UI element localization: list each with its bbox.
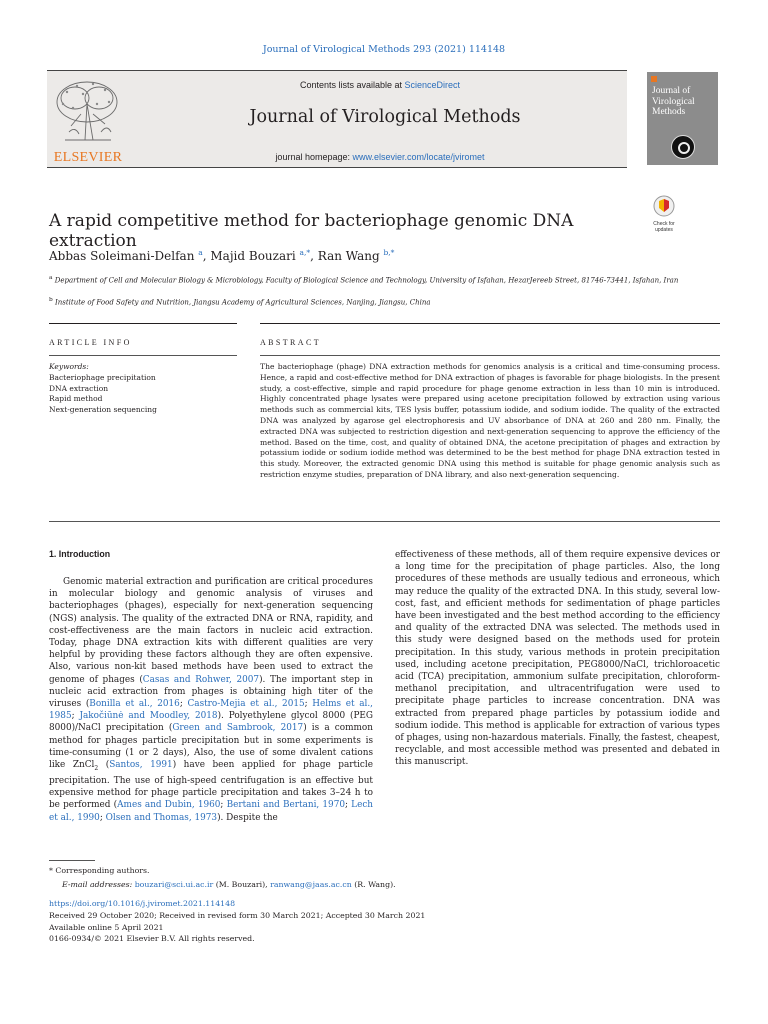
body-text: ) have been applied for phage particle precipitation. The use of high-speed centrifugation is an effective but expensive method for phage particle precipitation and takes 3–24 h to be performed ( — [49, 760, 373, 811]
body-text: ; — [71, 711, 80, 722]
body-text: ; — [179, 699, 188, 710]
footnote-divider — [49, 860, 95, 861]
journal-title: Journal of Virological Methods — [249, 107, 521, 127]
abstract-text: The bacteriophage (phage) DNA extraction methods for genomics analysis is a critical and time-consuming process. Hence, a rapid and cost-effective method for DNA extraction of phages is favorable for phage biologists. In the present study, a cost-effective, simple and rapid procedure for phage genome extraction in less than 10 min is introduced. Highly concentrated phage lysates were prepared using acetone precipitation followed by extraction using various methods such as commercial kits, TES lysis buffer, potassium iodide, and sodium iodide. The quality of the extracted DNA was analyzed by agarose gel electrophoresis and UV absorbance of DNA at 260 and 280 nm. Finally, the extracted DNA was subjected to restriction digestion and next-generation sequencing to approve the efficiency of the method. Based on the time, cost, and quality of obtained DNA, the acetone precipitation of phages and extraction by potassium iodide or sodium iodide method was determined to be the best method for phage DNA extraction tested in this study. Moreover, the extracted genomic DNA using this method is suitable for phage genomic analysis such as restriction enzyme studies, preparation of DNA library, and also next-generation sequencing. — [260, 362, 720, 479]
body-text: ). Despite the — [217, 812, 278, 823]
citation-link[interactable]: Bonilla et al., 2016 — [89, 699, 180, 710]
keyword-item: Bacteriophage precipitation — [49, 372, 156, 382]
author-affil-marker[interactable]: b,* — [383, 248, 395, 257]
subscript: 2 — [94, 764, 99, 772]
check-updates-icon — [652, 195, 676, 217]
elsevier-wordmark: ELSEVIER — [53, 150, 123, 165]
body-text: ). Polyethylene glycol 8000 (PEG 8000)/NaCl precipitation ( — [49, 711, 373, 734]
citation-link[interactable]: Casas and Rohwer, 2007 — [142, 674, 260, 685]
citation-link[interactable]: Bertani and Bertani, 1970 — [226, 800, 346, 811]
affiliation-marker: a — [49, 275, 53, 281]
introduction-heading: 1. Introduction — [49, 549, 111, 559]
introduction-right-column: effectiveness of these methods, all of them require expensive devices or a long time for the precipitation of phage particles. Also, the long procedures of these methods are usually tedious and erroneous, which may reduce the quality of the extracted DNA. In this study, several low-cost, fast, and efficient methods for sedimentation of phage particles have been investigated and the best method according to the efficiency and quality of the extracted DNA was selected. The methods used in this study were designed based on the methods used for protein precipitation. In this study, various methods in protein precipitation used, including acetone precipitation, PEG8000/NaCl, trichloroacetic acid (TCA) precipitation, ammonium sulfate precipitation, chloroform-methanol precipitation, and ultracentrifugation were used to precipitate phage particles to increase concentration. DNA was extracted from prepared phage particles by potassium iodide and sodium iodide. This method is applicable for extraction of various types of phages, using non-hazardous materials. Finally, the fastest, cheapest, recyclable, and most accessible method was presented and debated in this manuscript. — [395, 550, 720, 768]
keyword-item: Next-generation sequencing — [49, 405, 157, 415]
author-name[interactable]: Majid Bouzari — [210, 249, 296, 263]
received-dates: Received 29 October 2020; Received in revised form 30 March 2021; Accepted 30 March 2021 — [49, 910, 426, 920]
email-label: E-mail addresses: — [62, 880, 135, 889]
citation-link[interactable]: Green and Sambrook, 2017 — [172, 723, 304, 734]
author-name[interactable]: Ran Wang — [317, 249, 380, 263]
author-list: Abbas Soleimani-Delfan $^a$, Majid Bouzari $^{a,*}$, Ran Wang $^{b,*}$ — [49, 248, 395, 263]
affiliation-text: Department of Cell and Molecular Biology & Microbiology, Faculty of Biological Science and Technology, University of Isfahan, HezarJereeb Street, 81746-73441, Isfahan, Iran — [54, 276, 679, 285]
available-online: Available online 5 April 2021 — [49, 922, 164, 932]
citation-link[interactable]: Jakočiūnė and Moodley, 2018 — [79, 711, 218, 722]
contents-prefix: Contents lists available at — [299, 80, 405, 90]
affiliation-marker: b — [49, 297, 53, 303]
email-owner: (R. Wang). — [351, 880, 396, 889]
citation-link[interactable]: Ames and Dubin, 1960 — [117, 800, 221, 811]
citation-link[interactable]: Olsen and Thomas, 1973 — [105, 812, 218, 823]
author-affil-marker[interactable]: a,* — [299, 248, 311, 257]
body-text: ) is a common method for phages particle precipitation but in some experiments is time-consuming (1 or 2 days), Also, the use of some divalent cations like ZnCl — [49, 723, 373, 771]
keywords-block — [49, 362, 239, 416]
body-text: ; — [304, 699, 313, 710]
affiliation-a — [49, 273, 689, 286]
cover-emblem-icon — [671, 135, 695, 159]
email-addresses — [62, 880, 662, 889]
homepage-line — [140, 152, 620, 162]
body-text: Genomic material extraction and purification are critical procedures in molecular biology and genomic analysis of viruses and bacteriophages (phages), especially for next-generation sequencing (NGS) analysis. The quality of the extracted DNA or RNA, rapidity, and cost-effectiveness are the main factors in nucleic acid extraction. Today, phage DNA extraction kits with different qualities are very helpful by providing these factors although they are often expensive. Also, various non-kit based methods have been used to extract the genome of phages ( — [49, 577, 373, 685]
affiliation-b — [49, 295, 689, 308]
doi-link[interactable]: https://doi.org/10.1016/j.jviromet.2021.114148 — [49, 899, 236, 908]
cover-title: Journal of Virological Methods — [652, 86, 695, 117]
keyword-item: Rapid method — [49, 394, 103, 404]
author-affil-marker[interactable]: a — [198, 248, 203, 257]
contents-line — [140, 80, 620, 90]
abstract-heading: ABSTRACT — [260, 338, 321, 347]
keywords-label: Keywords: — [49, 362, 89, 371]
author-name[interactable]: Abbas Soleimani-Delfan — [49, 249, 195, 263]
introduction-left-column — [49, 576, 373, 824]
journal-cover[interactable] — [647, 72, 718, 165]
keyword-item: DNA extraction — [49, 383, 109, 393]
body-text: ; — [345, 800, 352, 811]
divider — [260, 355, 720, 356]
article-title: A rapid competitive method for bacteriophage genomic DNA extraction — [49, 211, 574, 251]
citation-link[interactable]: Castro-Mejia et al., 2015 — [187, 699, 305, 710]
publication-info — [49, 898, 649, 945]
journal-citation-line[interactable]: Journal of Virological Methods 293 (2021) 114148 — [262, 44, 506, 55]
body-text: ; — [220, 800, 227, 811]
homepage-prefix: journal homepage: — [275, 152, 353, 162]
affiliation-text: Institute of Food Safety and Nutrition, Jiangsu Academy of Agricultural Sciences, Nanjing, Jiangsu, China — [54, 298, 431, 307]
email-link[interactable]: ranwang@jaas.ac.cn — [270, 880, 352, 889]
body-text: ( — [98, 760, 110, 771]
corresponding-author-note: * Corresponding authors. — [49, 866, 150, 875]
citation-link[interactable]: Santos, 1991 — [109, 760, 173, 771]
check-updates-label: Check for updates — [653, 221, 675, 233]
cover-accent — [651, 76, 657, 82]
journal-homepage-link[interactable]: www.elsevier.com/locate/jviromet — [352, 152, 485, 162]
sciencedirect-link[interactable]: ScienceDirect — [404, 80, 461, 90]
citation-link[interactable]: Helms et al., 1985 — [49, 699, 373, 722]
divider — [260, 323, 720, 324]
email-link[interactable]: bouzari@sci.ui.ac.ir — [134, 880, 214, 889]
body-text: ). The important step in nucleic acid extraction from phages is obtaining high titer of the viruses ( — [49, 674, 373, 710]
body-text: ; — [99, 812, 106, 823]
divider — [49, 521, 720, 522]
divider — [49, 355, 237, 356]
divider — [49, 323, 237, 324]
article-info-heading: ARTICLE INFO — [49, 338, 132, 347]
check-for-updates-badge[interactable] — [650, 195, 678, 231]
email-owner: (M. Bouzari), — [213, 880, 271, 889]
citation-link[interactable]: Lech et al., 1990 — [49, 800, 374, 823]
copyright-line: 0166-0934/© 2021 Elsevier B.V. All rights reserved. — [49, 934, 255, 944]
